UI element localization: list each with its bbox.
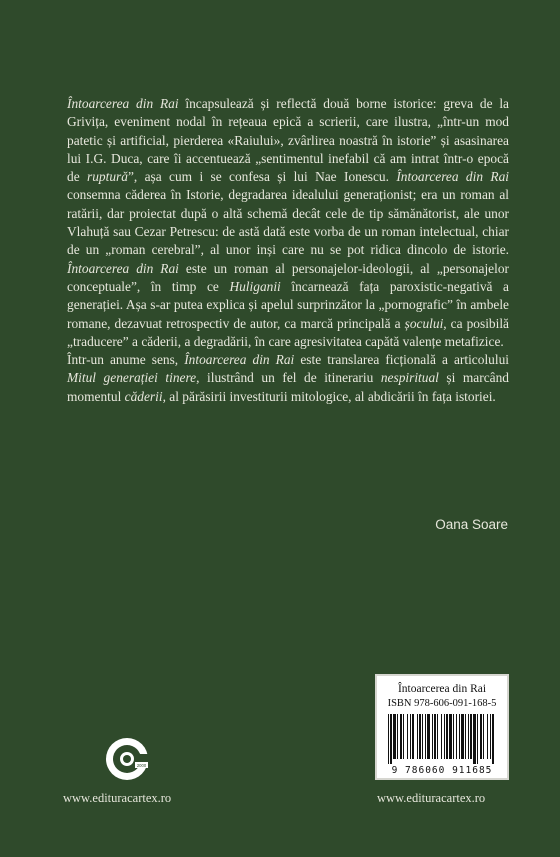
blurb-italic-run: ruptură [87,169,128,185]
blurb-italic-run: Întoarcerea din Rai [184,352,295,368]
blurb-text-run: și marcând momentul [67,370,509,404]
barcode-digits: 9 786060 911685 [391,765,493,776]
back-cover-blurb [67,95,509,406]
blurb-text-run: , ca posibilă „traducere” a căderii, a degradării, în care agresivitatea capătă valențe metafizice. [67,315,509,349]
barcode-bars [386,714,498,764]
barcode-isbn: ISBN 978-606-091-168-5 [387,698,497,709]
blurb-paragraph-1 [67,95,509,351]
blurb-text-run: , al părăsirii investiturii mitologice, al abdicării în fața istoriei. [162,388,496,404]
blurb-text-run: , ilustrând un fel de itinerariu [196,370,381,386]
isbn-barcode-box [375,674,509,780]
blurb-italic-run: Mitul generației tinere [67,370,197,386]
logo-year: 2000 [136,763,147,768]
blurb-italic-run: Întoarcerea din Rai [396,169,509,185]
blurb-italic-run: Huliganii [229,278,281,294]
blurb-italic-run: Întoarcerea din Rai [67,96,179,111]
blurb-paragraph-2 [67,351,509,406]
blurb-author: Oana Soare [435,517,508,532]
publisher-website-left: www.edituracartex.ro [63,791,172,805]
barcode-book-title: Întoarcerea din Rai [397,683,487,695]
blurb-text-run: încapsulează și reflectă două borne istorice: greva de la Grivița, eveniment nodal în rețeaua epică a scrierii, care ilustra, „într-un mod patetic și artificial, pierderea «Raiului», zvârlirea noastră în istorie” și asasinarea lui I.G. Duca, care îi accentuează „sentimentul inefabil că am intrat într-o epocă de [67,96,509,185]
blurb-italic-run: căderii [124,388,163,404]
blurb-italic-run: Întoarcerea din Rai [67,260,179,276]
blurb-italic-run: nespiritual [380,370,439,386]
blurb-text-run: Într-un anume sens, [67,352,185,368]
cartex-logo-icon [104,736,150,782]
blurb-text-run: ”, așa cum i se confesa și lui Nae Ionescu. [127,169,397,185]
blurb-text-run: consemna căderea în Istorie, degradarea idealului generaționist; era un roman al ratării, dar proiectat după o altă schemă decât cele de tip sămănătorist, ale unor Vlahuță sau Cezar Petrescu: de astă dată este vorba de un roman intelectual, chiar de un „roman cerebral”, al unor inși care nu se pot ridica dincolo de istorie. [67,187,509,258]
blurb-italic-run: șocului [404,315,444,331]
publisher-website-right: www.edituracartex.ro [377,791,486,805]
blurb-text-run: este un roman al personajelor-ideologii, al „personajelor conceptuale”, în timp ce [67,260,509,294]
blurb-text-run: este translarea ficțională a articolului [294,352,510,368]
blurb-text-run: încarnează fața paroxistic-negativă a generației. Așa s-ar putea explica și apelul surprinzător la „pornografic” în ambele romane, dezavuat retrospectiv de autor, ca marcă principală a [67,278,509,331]
